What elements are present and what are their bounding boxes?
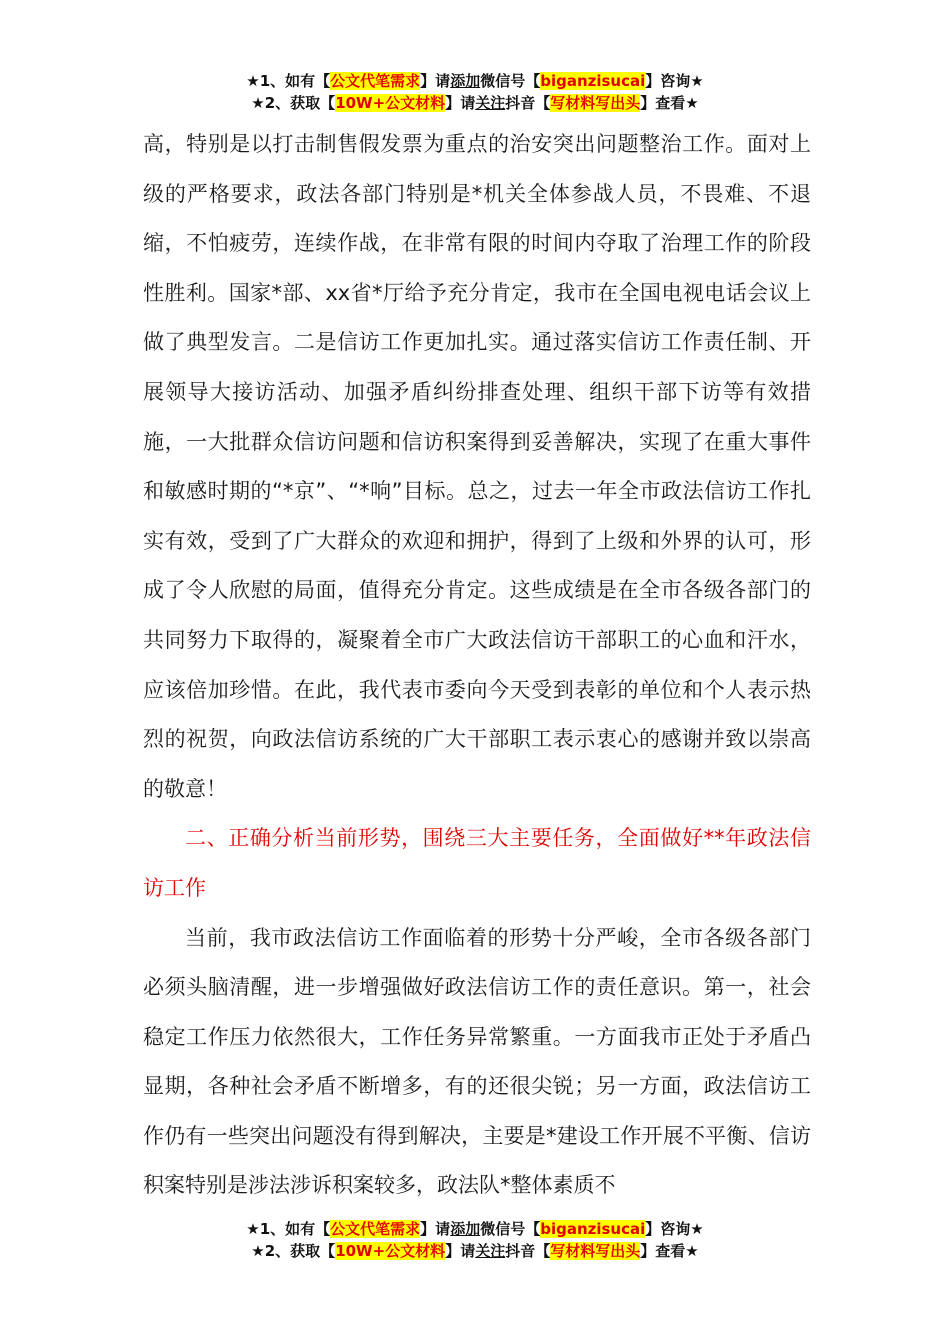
banner-text: 】咨询★: [645, 72, 704, 90]
highlight-text: biganzisucai: [540, 72, 646, 90]
highlight-text: 10W+公文材料: [335, 1242, 446, 1260]
banner-text: 】请: [445, 1242, 476, 1260]
banner-text: 抖音【: [505, 94, 551, 112]
banner-text: 】查看★: [640, 1242, 699, 1260]
banner-text: 微信号【: [480, 1220, 541, 1238]
header-banner: [0, 70, 950, 114]
highlight-text: 写材料写出头: [550, 94, 641, 112]
highlight-text: 写材料写出头: [550, 1242, 641, 1260]
banner-text: 】查看★: [640, 94, 699, 112]
underlined-text: 添加: [450, 72, 481, 90]
underlined-text: 关注: [475, 94, 506, 112]
highlight-text: biganzisucai: [540, 1220, 646, 1238]
underlined-text: 添加: [450, 1220, 481, 1238]
banner-text: 】请: [445, 94, 476, 112]
banner-text: 】请: [420, 1220, 451, 1238]
banner-text: ★1、如有【: [246, 72, 331, 90]
banner-text: ★2、获取【: [251, 94, 336, 112]
banner-text: 微信号【: [480, 72, 541, 90]
highlight-text: 10W+公文材料: [335, 94, 446, 112]
section-heading: 二、正确分析当前形势，围绕三大主要任务，全面做好**年政法信访工作: [143, 826, 811, 900]
banner-line-1: [0, 70, 950, 92]
highlight-text: 公文代笔需求: [330, 1220, 421, 1238]
banner-text: 】请: [420, 72, 451, 90]
banner-line-2: [0, 92, 950, 114]
banner-text: 】咨询★: [645, 1220, 704, 1238]
document-body: [143, 120, 811, 1211]
underlined-text: 关注: [475, 1242, 506, 1260]
banner-text: ★1、如有【: [246, 1220, 331, 1238]
paragraph: 高，特别是以打击制售假发票为重点的治安突出问题整治工作。面对上级的严格要求，政法各部门特别是*机关全体参战人员，不畏难、不退缩，不怕疲劳，连续作战，在非常有限的时间内夺取了治理工作的阶段性胜利。国家*部、xx省*厅给予充分肯定，我市在全国电视电话会议上做了典型发言。二是信访工作更加扎实。通过落实信访工作责任制、开展领导大接访活动、加强矛盾纠纷排查处理、组织干部下访等有效措施，一大批群众信访问题和信访积案得到妥善解决，实现了在重大事件和敏感时期的“*京”、“*响”目标。总之，过去一年全市政法信访工作扎实有效，受到了广大群众的欢迎和拥护，得到了上级和外界的认可，形成了令人欣慰的局面，值得充分肯定。这些成绩是在全市各级各部门的共同努力下取得的，凝聚着全市广大政法信访干部职工的心血和汗水，应该倍加珍惜。在此，我代表市委向今天受到表彰的单位和个人表示热烈的祝贺，向政法信访系统的广大干部职工表示衷心的感谢并致以崇高的敬意！: [143, 132, 811, 801]
highlight-text: 公文代笔需求: [330, 72, 421, 90]
banner-line-2: [0, 1240, 950, 1262]
banner-text: 抖音【: [505, 1242, 551, 1260]
banner-text: ★2、获取【: [251, 1242, 336, 1260]
paragraph: 当前，我市政法信访工作面临着的形势十分严峻，全市各级各部门必须头脑清醒，进一步增强做好政法信访工作的责任意识。第一，社会稳定工作压力依然很大，工作任务异常繁重。一方面我市正处于矛盾凸显期，各种社会矛盾不断增多，有的还很尖锐；另一方面，政法信访工作仍有一些突出问题没有得到解决，主要是*建设工作开展不平衡、信访积案特别是涉法涉诉积案较多，政法队*整体素质不: [143, 925, 811, 1198]
footer-banner: [0, 1218, 950, 1262]
banner-line-1: [0, 1218, 950, 1240]
